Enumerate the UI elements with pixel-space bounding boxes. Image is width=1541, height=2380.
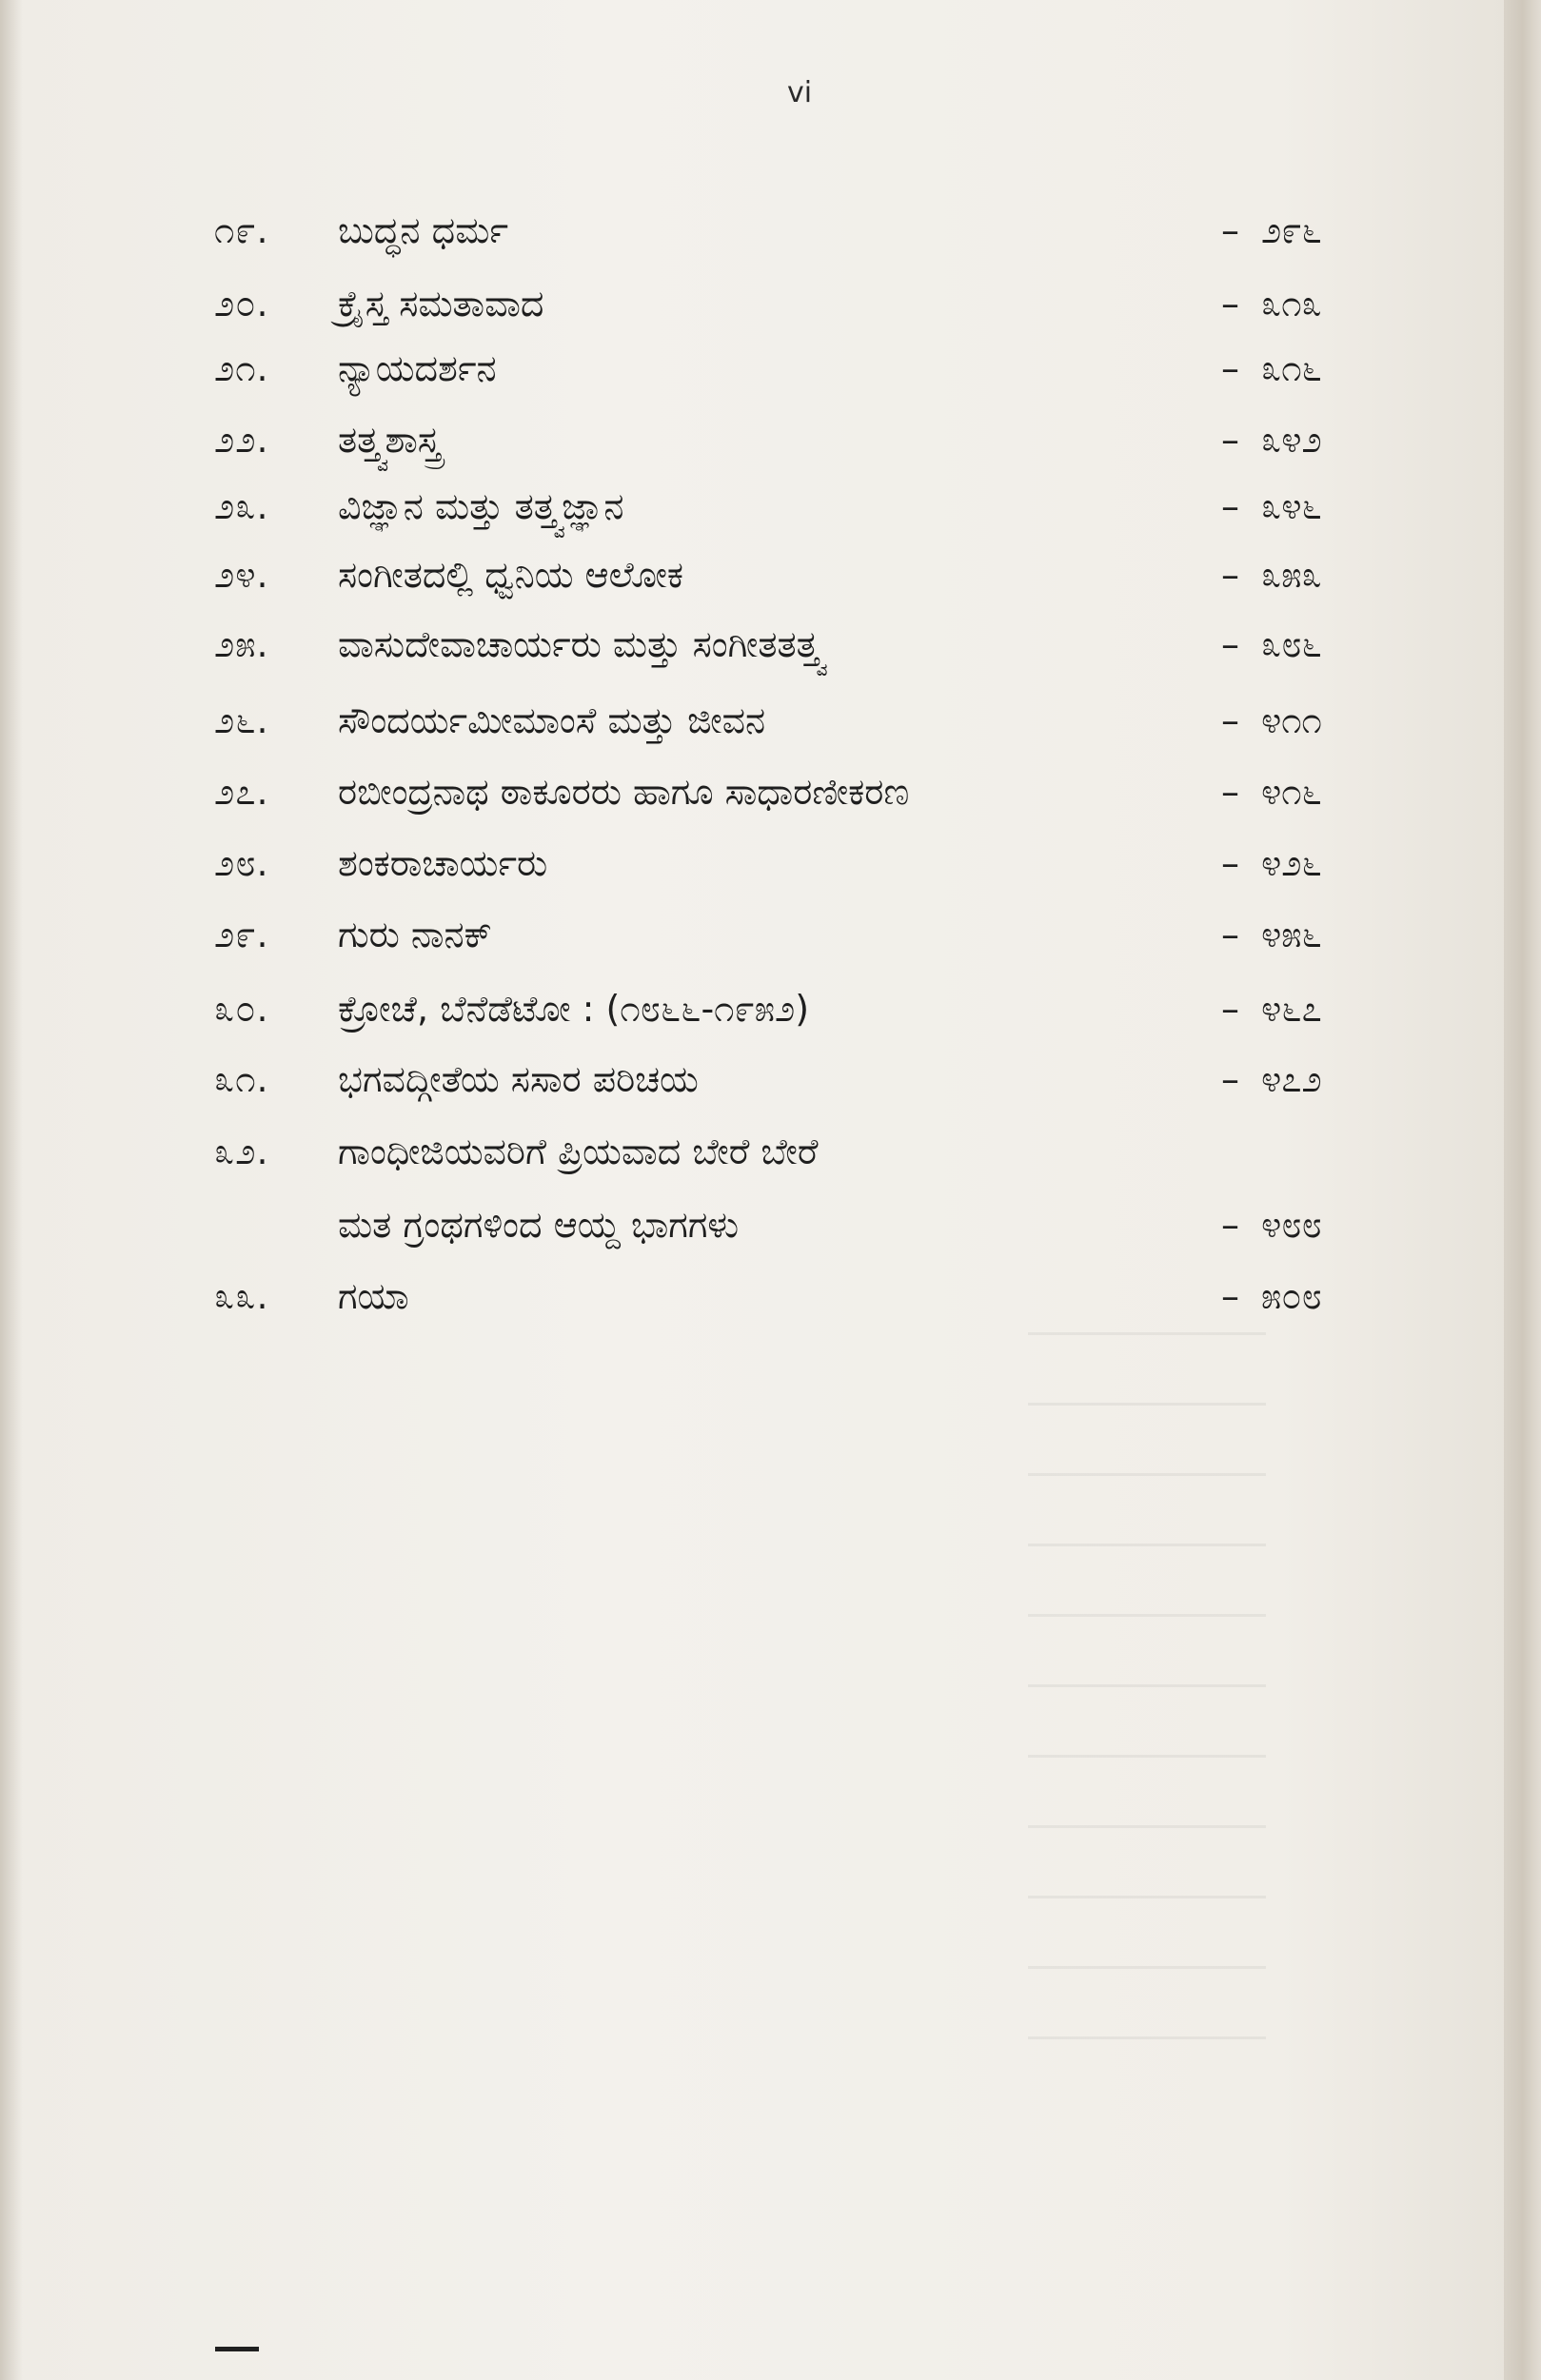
entry-dash: –	[1221, 554, 1239, 596]
entry-dash: –	[1221, 1204, 1239, 1246]
toc-entry	[214, 283, 1356, 340]
entry-page: ೩೧೬	[1261, 347, 1322, 389]
entry-dash: –	[1221, 699, 1239, 741]
toc-entry	[214, 419, 1356, 476]
entry-title: ಗಯಾ	[338, 1275, 409, 1317]
entry-number: ೨೫.	[214, 623, 269, 665]
entry-title: ಬುದ್ಧನ ಧರ್ಮ	[338, 209, 509, 251]
entry-page: ೩೪೬	[1261, 485, 1322, 527]
entry-number: ೨೨.	[214, 419, 269, 461]
entry-dash: –	[1221, 1275, 1239, 1317]
page-number: vi	[787, 76, 813, 109]
toc-entry	[214, 1058, 1356, 1115]
entry-number: ೨೪.	[214, 554, 269, 596]
entry-page: ೨೯೬	[1261, 209, 1322, 251]
toc-entry-continuation	[214, 1204, 1356, 1261]
entry-dash: –	[1221, 842, 1239, 884]
entry-title: ಮತ ಗ್ರಂಥಗಳಿಂದ ಆಯ್ದ ಭಾಗಗಳು	[338, 1204, 740, 1246]
entry-title: ಕ್ರೈಸ್ತ ಸಮತಾವಾದ	[338, 283, 544, 325]
entry-dash: –	[1221, 347, 1239, 389]
entry-page: ೪೧೧	[1261, 699, 1322, 741]
entry-dash: –	[1221, 623, 1239, 665]
entry-number: ೧೯.	[214, 209, 269, 251]
toc-entry	[214, 347, 1356, 404]
entry-page: ೩೪೨	[1261, 419, 1322, 461]
entry-number: ೨೭.	[214, 771, 269, 813]
entry-title: ಸೌಂದರ್ಯಮೀಮಾಂಸೆ ಮತ್ತು ಜೀವನ	[338, 699, 766, 741]
entry-dash: –	[1221, 771, 1239, 813]
entry-title: ತತ್ತ್ವಶಾಸ್ತ್ರ	[338, 419, 442, 461]
entry-title: ಸಂಗೀತದಲ್ಲಿ ಧ್ವನಿಯ ಆಲೋಕ	[338, 554, 684, 596]
entry-page: ೪೬೭	[1261, 988, 1322, 1030]
entry-page: ೪೭೨	[1261, 1058, 1322, 1100]
entry-number: ೨೦.	[214, 283, 269, 325]
toc-entry	[214, 623, 1356, 680]
toc-entry	[214, 485, 1356, 542]
entry-number: ೨೯.	[214, 914, 269, 955]
toc-entry	[214, 842, 1356, 899]
entry-number: ೨೩.	[214, 485, 269, 527]
entry-dash: –	[1221, 914, 1239, 955]
entry-page: ೪೨೬	[1261, 842, 1322, 884]
entry-page: ೪೧೬	[1261, 771, 1322, 813]
entry-dash: –	[1221, 485, 1239, 527]
toc-entry	[214, 771, 1356, 828]
entry-number: ೨೧.	[214, 347, 269, 389]
entry-page: ೩೫೩	[1261, 554, 1322, 596]
entry-title: ಶಂಕರಾಚಾರ್ಯರು	[338, 842, 548, 884]
entry-title: ಗಾಂಧೀಜಿಯವರಿಗೆ ಪ್ರಿಯವಾದ ಬೇರೆ ಬೇರೆ	[338, 1131, 819, 1172]
entry-page: ೩೮೬	[1261, 623, 1322, 665]
toc-entry	[214, 914, 1356, 971]
toc-entry	[214, 554, 1356, 611]
entry-dash: –	[1221, 1058, 1239, 1100]
printer-mark	[215, 2347, 259, 2351]
entry-title: ನ್ಯಾಯದರ್ಶನ	[338, 347, 497, 389]
toc-entry	[214, 988, 1356, 1045]
toc-entry	[214, 209, 1356, 266]
toc-entry	[214, 1275, 1356, 1332]
entry-number: ೩೦.	[214, 988, 269, 1030]
entry-page: ೪೫೬	[1261, 914, 1322, 955]
entry-page: ೩೧೩	[1261, 283, 1322, 325]
entry-page: ೫೦೮	[1261, 1275, 1322, 1317]
entry-title: ಭಗವದ್ಗೀತೆಯ ಸಸಾರ ಪರಿಚಯ	[338, 1058, 699, 1100]
entry-number: ೩೧.	[214, 1058, 269, 1100]
toc-entry	[214, 699, 1356, 757]
entry-number: ೩೩.	[214, 1275, 269, 1317]
entry-dash: –	[1221, 283, 1239, 325]
entry-number: ೨೬.	[214, 699, 269, 741]
entry-number: ೨೮.	[214, 842, 269, 884]
entry-dash: –	[1221, 209, 1239, 251]
entry-dash: –	[1221, 988, 1239, 1030]
entry-number: ೩೨.	[214, 1131, 269, 1172]
entry-title: ವಿಜ್ಞಾನ ಮತ್ತು ತತ್ತ್ವಜ್ಞಾನ	[338, 485, 624, 527]
entry-page: ೪೮೮	[1261, 1204, 1322, 1246]
page-edge	[1504, 0, 1541, 2380]
entry-title: ಗುರು ನಾನಕ್	[338, 914, 492, 955]
entry-title: ಕ್ರೋಚೆ, ಬೆನೆಡೆಟೋ : (೧೮೬೬-೧೯೫೨)	[338, 988, 810, 1030]
entry-title: ವಾಸುದೇವಾಚಾರ್ಯರು ಮತ್ತು ಸಂಗೀತತತ್ತ್ವ	[338, 623, 825, 665]
toc-entry	[214, 1131, 1356, 1188]
entry-dash: –	[1221, 419, 1239, 461]
entry-title: ರಬೀಂದ್ರನಾಥ ಠಾಕೂರರು ಹಾಗೂ ಸಾಧಾರಣೀಕರಣ	[338, 771, 910, 813]
